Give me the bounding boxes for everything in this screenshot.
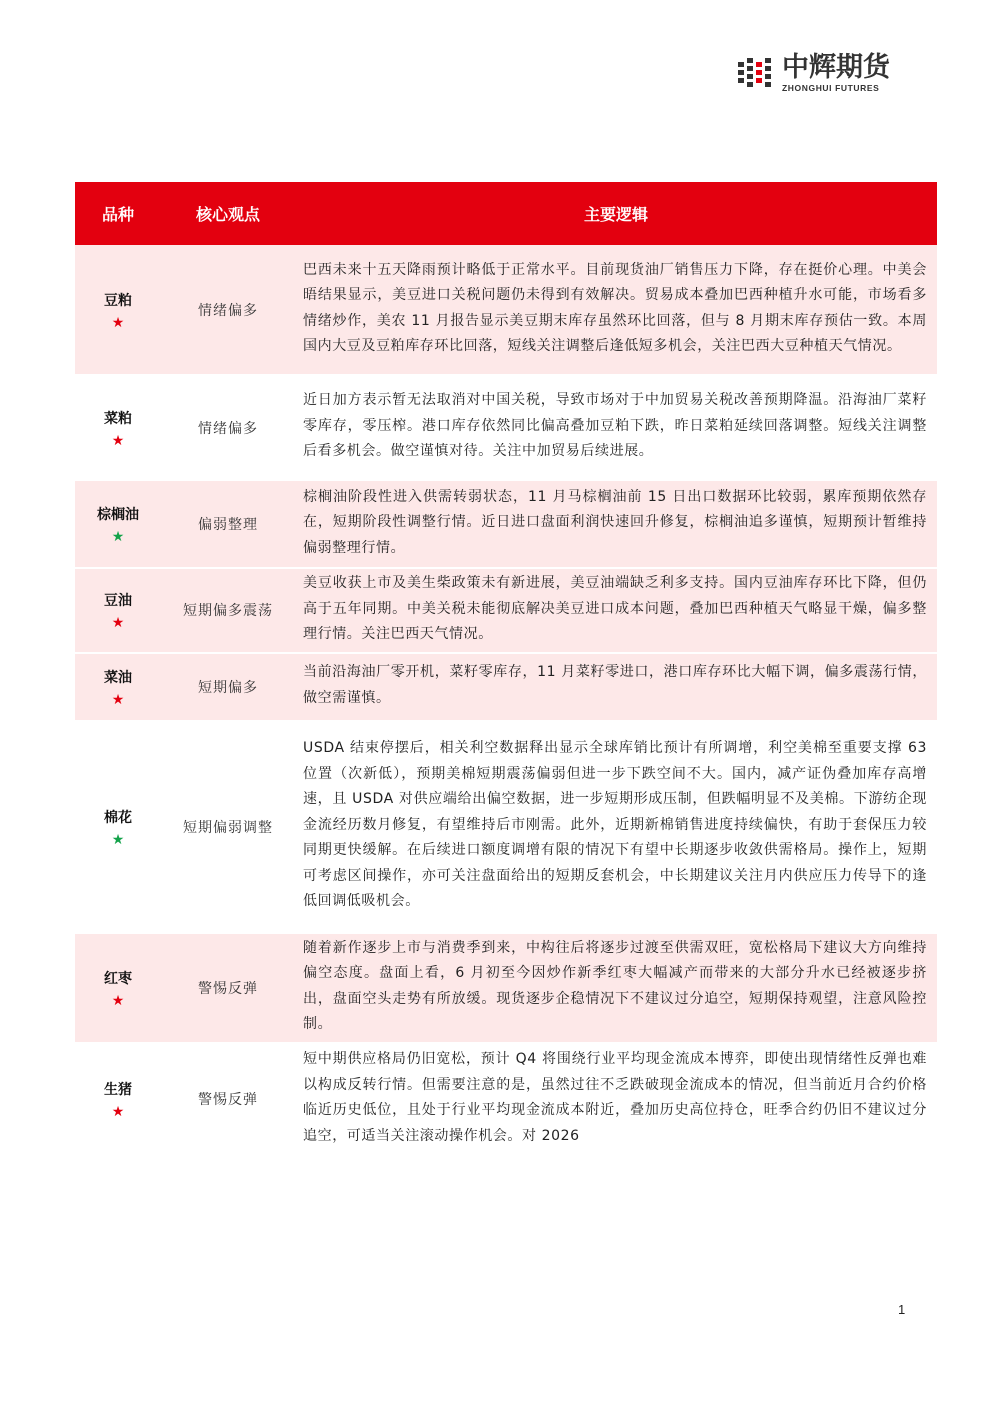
table-row: [75, 375, 937, 480]
logic-cell: 巴西未来十五天降雨预计略低于正常水平。目前现货油厂销售压力下降，存在挺价心理。中美会晤结果显示，美豆进口关税问题仍未得到有效解决。贸易成本叠加巴西种植升水可能，市场看多情绪炒作，美农 11 月报告显示美豆期末库存虽然环比回落，但与 8 月期末库存预估一致。本周国内大豆及豆粕库存环比回落，短线关注调整后逢低短多机会，关注巴西大豆种植天气情况。: [295, 245, 937, 375]
table-row: [75, 721, 937, 933]
view-cell: 短期偏多震荡: [161, 568, 295, 653]
star-icon: ★: [111, 992, 125, 1009]
table-row: [75, 245, 937, 375]
star-icon: ★: [111, 432, 125, 449]
star-icon: ★: [111, 615, 125, 632]
brand-logo: [738, 52, 908, 96]
table-row: [75, 933, 937, 1043]
star-icon: ★: [111, 314, 125, 331]
header-view: 核心观点: [161, 182, 295, 245]
star-icon: ★: [111, 1104, 125, 1120]
logo-mark-icon: [738, 56, 774, 90]
view-cell: 偏弱整理: [161, 480, 295, 568]
variety-cell: [75, 375, 161, 480]
view-cell: 短期偏多: [161, 653, 295, 721]
logic-cell: 棕榈油阶段性进入供需转弱状态，11 月马棕榈油前 15 日出口数据环比较弱，累库预期依然存在，短期阶段性调整行情。近日进口盘面利润快速回升修复，棕榈油追多谨慎，短期预计暂维持偏弱整理行情。: [295, 480, 937, 568]
table-row: [75, 480, 937, 568]
table-row: [75, 568, 937, 653]
header-logic: 主要逻辑: [295, 182, 937, 245]
variety-cell: [75, 480, 161, 568]
star-icon: ★: [111, 529, 125, 545]
logic-cell: USDA 结束停摆后，相关利空数据释出显示全球库销比预计有所调增，利空美棉至重要支撑 63 位置（次新低），预期美棉短期震荡偏弱但进一步下跌空间不大。国内，减产证伪叠加库存高增速，且 USDA 对供应端给出偏空数据，进一步短期形成压制，但跌幅明显不及美棉。下游纺企现金流经历数月修复，有望维持后市刚需。此外，近期新棉销售进度持续偏快，有助于套保压力较同期更快缓解。在后续进口额度调增有限的情况下有望中长期逐步收敛供需格局。操作上，短期可考虑区间操作，亦可关注盘面给出的短期反套机会，中长期建议关注月内供应压力传导下的逢低回调低吸机会。: [295, 721, 937, 933]
logic-cell: 随着新作逐步上市与消费季到来，中构往后将逐步过渡至供需双旺，宽松格局下建议大方向维持偏空态度。盘面上看，6 月初至今因炒作新季红枣大幅减产而带来的大部分升水已经被逐步挤出，盘面空头走势有所放缓。现货逐步企稳情况下不建议过分追空，短期保持观望，注意风险控制。: [295, 933, 937, 1043]
variety-cell: [75, 568, 161, 653]
variety-name: 红枣: [104, 970, 132, 987]
view-cell: 警惕反弹: [161, 933, 295, 1043]
table-row: [75, 1043, 937, 1155]
view-cell: 情绪偏多: [161, 245, 295, 375]
table-row: [75, 653, 937, 721]
variety-cell: [75, 1043, 161, 1155]
page-number: 1: [898, 1302, 906, 1317]
variety-name: 棉花: [104, 809, 132, 826]
logic-cell: 美豆收获上市及美生柴政策未有新进展，美豆油端缺乏利多支持。国内豆油库存环比下降，但仍高于五年同期。中美关税未能彻底解决美豆进口成本问题，叠加巴西种植天气略显干燥，偏多整理行情。关注巴西天气情况。: [295, 568, 937, 653]
table-header-row: [75, 182, 937, 245]
brand-name-cn: 中辉期货: [782, 52, 890, 83]
variety-name: 豆油: [104, 593, 132, 610]
view-cell: 短期偏弱调整: [161, 721, 295, 933]
view-cell: 情绪偏多: [161, 375, 295, 480]
outlook-table: [75, 182, 937, 1155]
variety-cell: [75, 245, 161, 375]
variety-name: 豆粕: [104, 292, 132, 309]
variety-cell: [75, 933, 161, 1043]
variety-name: 菜粕: [104, 410, 132, 427]
logic-cell: 近日加方表示暂无法取消对中国关税，导致市场对于中加贸易关税改善预期降温。沿海油厂菜籽零库存，零压榨。港口库存依然同比偏高叠加豆粕下跌，昨日菜粕延续回落调整。短线关注调整后看多机会。做空谨慎对待。关注中加贸易后续进展。: [295, 375, 937, 480]
brand-name-en: ZHONGHUI FUTURES: [782, 83, 880, 93]
logic-cell: 当前沿海油厂零开机，菜籽零库存，11 月菜籽零进口，港口库存环比大幅下调，偏多震荡行情，做空需谨慎。: [295, 653, 937, 721]
variety-name: 棕榈油: [97, 507, 139, 523]
variety-cell: [75, 653, 161, 721]
header-variety: 品种: [75, 182, 161, 245]
star-icon: ★: [111, 691, 125, 708]
view-cell: 警惕反弹: [161, 1043, 295, 1155]
star-icon: ★: [111, 831, 125, 848]
logic-cell: 短中期供应格局仍旧宽松，预计 Q4 将围绕行业平均现金流成本博弈，即使出现情绪性反弹也难以构成反转行情。但需要注意的是，虽然过往不乏跌破现金流成本的情况，但当前近月合约价格临近历史低位，且处于行业平均现金流成本附近，叠加历史高位持仓，旺季合约仍旧不建议过分追空，可适当关注滚动操作机会。对 2026: [295, 1043, 937, 1155]
variety-name: 菜油: [104, 669, 132, 686]
variety-cell: [75, 721, 161, 933]
variety-name: 生猪: [104, 1082, 132, 1098]
